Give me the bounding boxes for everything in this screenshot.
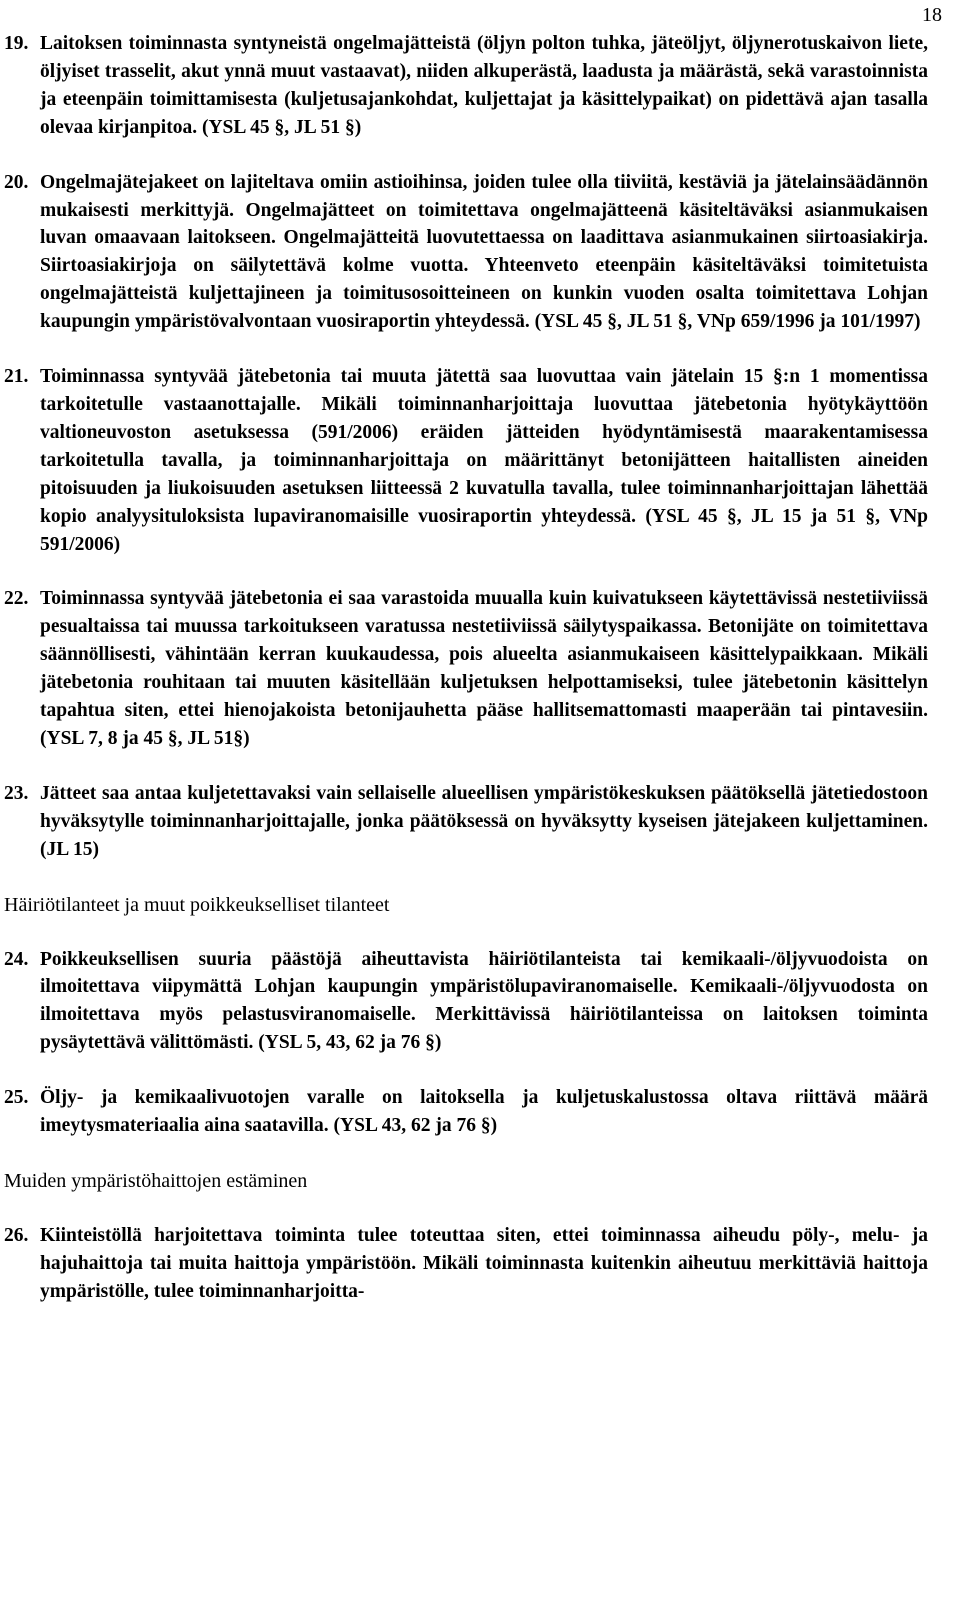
condition-19 (4, 30, 928, 142)
condition-text: Toiminnassa syntyvää jätebetonia tai muuta jätettä saa luovuttaa vain jätelain 15 §:n 1 momentissa tarkoitetulle vastaanottajalle. Mikäli toiminnanharjoittaja luovuttaa jätebetonia hyötykäyttöön valtioneuvoston asetuksessa (591/2006) eräiden jätteiden hyödyntämisestä maarakentamisessa tarkoitetulla tavalla, ja toiminnanharjoittaja on määrittänyt betonijätteen haitallisten aineiden pitoisuuden ja liukoisuuden asetuksen liitteessä 2 kuvatulla tavalla, tulee toiminnanharjoittajan lähettää kopio analyysituloksista lupaviranomaisille vuosiraportin yhteydessä. (YSL 45 §, JL 15 ja 51 §, VNp 591/2006) (40, 366, 928, 555)
condition-text: Kiinteistöllä harjoitettava toiminta tulee toteuttaa siten, ettei toiminnassa aiheudu pöly-, melu- ja hajuhaittoja tai muita haittoja ympäristöön. Mikäli toiminnasta kuitenkin aiheutuu merkittäviä haittoja ympäristölle, tulee toiminnanharjoitta- (40, 1225, 928, 1302)
condition-22 (4, 585, 928, 752)
condition-text: Jätteet saa antaa kuljetettavaksi vain sellaiselle alueellisen ympäristökeskuksen päätöksellä jätetiedostoon hyväksytylle toiminnanharjoittajalle, jonka päätöksessä on hyväksytty kyseisen jätejakeen kuljettaminen. (JL 15) (40, 782, 928, 860)
condition-number: 21. (4, 366, 29, 388)
condition-24 (4, 946, 928, 1058)
condition-number: 26. (4, 1225, 29, 1246)
condition-26 (4, 1222, 928, 1306)
page-number: 18 (922, 4, 942, 26)
condition-text: Ongelmajätejakeet on lajiteltava omiin astioihinsa, joiden tulee olla tiiviitä, kestäviä ja jätelainsäädännön mukaisesti merkittyjä. Ongelmajätteet on toimitettava ongelmajätteenä käsiteltäväksi asianmukaisen luvan omaavaan laitokseen. Ongelmajätteitä luovutettaessa on laadittava asianmukainen siirtoasiakirja. Siirtoasiakirjoja on säilytettävä kolme vuotta. Yhteenveto eteenpäin käsiteltäväksi toimitetuista ongelmajätteistä kuljettajineen ja toimitusosoitteineen on kunkin vuoden osalta toimitettava Lohjan kaupungin ympäristövalvontaan vuosiraportin yhteydessä. (YSL 45 §, JL 51 §, VNp 659/1996 ja 101/1997) (40, 171, 928, 333)
condition-number: 20. (4, 171, 29, 193)
section-heading-disturbances: Häiriötilanteet ja muut poikkeukselliset tilanteet (4, 893, 390, 916)
section-heading-other-nuisances: Muiden ympäristöhaittojen estäminen (4, 1170, 308, 1192)
condition-text: Laitoksen toiminnasta syntyneistä ongelmajätteistä (öljyn polton tuhka, jäteöljyt, öljynerotuskaivon liete, öljyiset trasselit, akut ynnä muut vastaavat), niiden alkuperästä, laadusta ja määrästä, sekä varastoinnista ja eteenpäin toimittamisesta (kuljetusajankohdat, kuljettajat ja käsittelypaikat) on pidettävä ajan tasalla olevaa kirjanpitoa. (YSL 45 §, JL 51 §) (40, 33, 928, 138)
condition-number: 24. (4, 948, 29, 970)
condition-text: Toiminnassa syntyvää jätebetonia ei saa varastoida muualla kuin kuivatukseen käytettävissä nestetiiviissä pesualtaissa tai muussa tarkoitukseen varatussa nestetiiviissä säilytyspaikassa. Betonijäte on toimitettava säännöllisesti, vähintään kerran kuukaudessa, pois alueelta asianmukaiseen käsittelypaikkaan. Mikäli jätebetonia rouhitaan tai muuten käsitellään kuljetuksen helpottamiseksi, tulee jätebetonin käsittelyn tapahtua siten, ettei hienojakoista betonijauhetta pääse hallitsemattomasti maaperään tai pintavesiin. (YSL 7, 8 ja 45 §, JL 51§) (40, 588, 928, 749)
condition-21 (4, 363, 928, 558)
condition-number: 23. (4, 782, 29, 804)
condition-23 (4, 780, 928, 864)
condition-text: Poikkeuksellisen suuria päästöjä aiheuttavista häiriötilanteista tai kemikaali-/öljyvuodoista on ilmoitettava viipymättä Lohjan kaupungin ympäristölupaviranomaiselle. Kemikaali-/öljyvuodosta on ilmoitettava myös pelastusviranomaiselle. Merkittävissä häiriötilanteissa on laitoksen toiminta pysäytettävä välittömästi. (YSL 5, 43, 62 ja 76 §) (40, 948, 928, 1054)
condition-text: Öljy- ja kemikaalivuotojen varalle on laitoksella ja kuljetuskalustossa oltava riittävä määrä imeytysmateriaalia aina saatavilla. (YSL 43, 62 ja 76 §) (40, 1087, 928, 1137)
condition-number: 19. (4, 33, 29, 54)
document-body (4, 30, 928, 1333)
condition-20 (4, 169, 928, 336)
condition-25 (4, 1084, 928, 1140)
condition-number: 22. (4, 588, 29, 610)
condition-number: 25. (4, 1087, 29, 1109)
